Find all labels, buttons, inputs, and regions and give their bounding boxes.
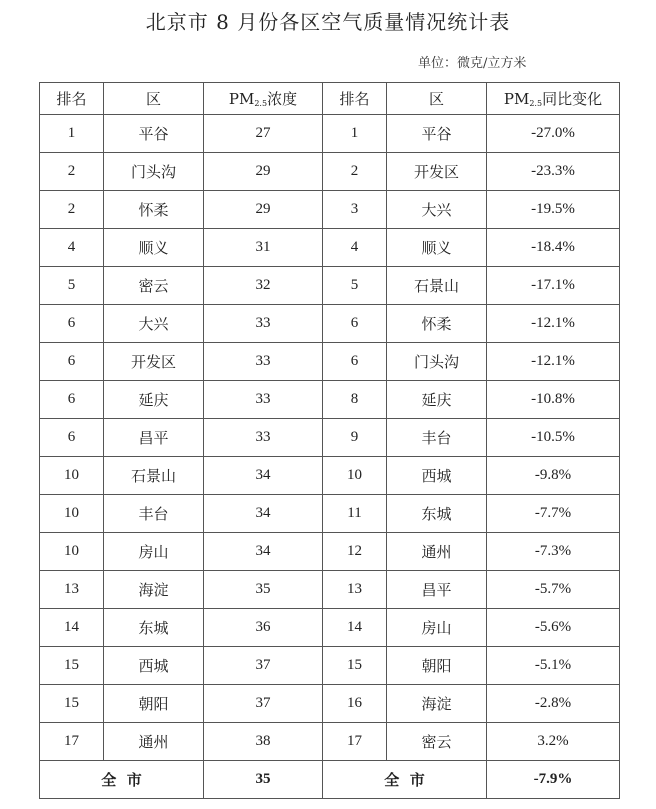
- rank-cell: 1: [40, 115, 104, 153]
- district-cell: 石景山: [104, 457, 204, 495]
- district-cell: 朝阳: [104, 685, 204, 723]
- header-rank-left: 排名: [40, 83, 104, 115]
- district-cell: 延庆: [104, 381, 204, 419]
- concentration-cell: 34: [204, 495, 323, 533]
- table-row: [40, 153, 620, 191]
- page-title: 北京市 8 月份各区空气质量情况统计表: [145, 10, 511, 34]
- concentration-cell: 31: [204, 229, 323, 267]
- change-district-cell: 平谷: [387, 115, 487, 153]
- change-cell: 3.2%: [487, 723, 620, 761]
- change-cell: -5.6%: [487, 609, 620, 647]
- change-cell: -2.8%: [487, 685, 620, 723]
- change-cell: -17.1%: [487, 267, 620, 305]
- rank-cell: 5: [40, 267, 104, 305]
- rank-cell: 6: [40, 419, 104, 457]
- table-row: [40, 647, 620, 685]
- change-district-cell: 密云: [387, 723, 487, 761]
- rank-cell: 10: [40, 495, 104, 533]
- pm-subscript: 2.5: [529, 99, 543, 108]
- change-cell: -12.1%: [487, 305, 620, 343]
- rank-cell: 6: [40, 343, 104, 381]
- table-row: [40, 419, 620, 457]
- district-cell: 昌平: [104, 419, 204, 457]
- pm-prefix: PM: [503, 90, 530, 108]
- change-rank-cell: 17: [323, 723, 387, 761]
- change-district-cell: 通州: [387, 533, 487, 571]
- change-rank-cell: 6: [323, 343, 387, 381]
- change-cell: -19.5%: [487, 191, 620, 229]
- change-rank-cell: 11: [323, 495, 387, 533]
- header-district-left: 区: [104, 83, 204, 115]
- table-row: [40, 115, 620, 153]
- rank-cell: 14: [40, 609, 104, 647]
- district-cell: 平谷: [104, 115, 204, 153]
- district-cell: 房山: [104, 533, 204, 571]
- change-rank-cell: 1: [323, 115, 387, 153]
- change-district-cell: 大兴: [387, 191, 487, 229]
- district-cell: 怀柔: [104, 191, 204, 229]
- district-cell: 西城: [104, 647, 204, 685]
- total-change: -7.9%: [487, 761, 620, 799]
- change-rank-cell: 8: [323, 381, 387, 419]
- rank-cell: 10: [40, 533, 104, 571]
- change-rank-cell: 9: [323, 419, 387, 457]
- rank-cell: 4: [40, 229, 104, 267]
- change-district-cell: 昌平: [387, 571, 487, 609]
- table-row: [40, 723, 620, 761]
- district-cell: 开发区: [104, 343, 204, 381]
- change-district-cell: 开发区: [387, 153, 487, 191]
- rank-cell: 17: [40, 723, 104, 761]
- header-district-right: 区: [387, 83, 487, 115]
- table-body: [40, 115, 620, 761]
- district-cell: 海淀: [104, 571, 204, 609]
- district-cell: 密云: [104, 267, 204, 305]
- rank-cell: 15: [40, 647, 104, 685]
- rank-cell: 6: [40, 305, 104, 343]
- concentration-cell: 37: [204, 647, 323, 685]
- rank-cell: 13: [40, 571, 104, 609]
- change-cell: -9.8%: [487, 457, 620, 495]
- concentration-cell: 33: [204, 305, 323, 343]
- table-row: [40, 533, 620, 571]
- concentration-cell: 34: [204, 457, 323, 495]
- change-district-cell: 石景山: [387, 267, 487, 305]
- concentration-cell: 36: [204, 609, 323, 647]
- concentration-cell: 27: [204, 115, 323, 153]
- change-cell: -7.3%: [487, 533, 620, 571]
- table-row: [40, 495, 620, 533]
- district-cell: 东城: [104, 609, 204, 647]
- table-row: [40, 191, 620, 229]
- table-row: [40, 609, 620, 647]
- concentration-cell: 37: [204, 685, 323, 723]
- rank-cell: 6: [40, 381, 104, 419]
- header-row: [40, 83, 620, 115]
- change-cell: -5.1%: [487, 647, 620, 685]
- district-cell: 顺义: [104, 229, 204, 267]
- pm-subscript: 2.5: [254, 99, 268, 108]
- change-district-cell: 丰台: [387, 419, 487, 457]
- table-row: [40, 457, 620, 495]
- air-quality-table: [39, 82, 620, 799]
- concentration-cell: 33: [204, 419, 323, 457]
- header-pm-concentration: [204, 83, 323, 115]
- change-cell: -23.3%: [487, 153, 620, 191]
- total-label-left: 全 市: [40, 761, 204, 799]
- unit-label: 单位：微克/立方米: [418, 56, 527, 71]
- concentration-cell: 32: [204, 267, 323, 305]
- change-rank-cell: 10: [323, 457, 387, 495]
- concentration-cell: 35: [204, 571, 323, 609]
- table-row: [40, 229, 620, 267]
- change-district-cell: 顺义: [387, 229, 487, 267]
- change-district-cell: 房山: [387, 609, 487, 647]
- change-cell: -10.5%: [487, 419, 620, 457]
- district-cell: 大兴: [104, 305, 204, 343]
- change-district-cell: 怀柔: [387, 305, 487, 343]
- change-district-cell: 海淀: [387, 685, 487, 723]
- table-row: [40, 343, 620, 381]
- change-cell: -27.0%: [487, 115, 620, 153]
- change-rank-cell: 3: [323, 191, 387, 229]
- change-cell: -18.4%: [487, 229, 620, 267]
- rank-cell: 2: [40, 191, 104, 229]
- change-rank-cell: 6: [323, 305, 387, 343]
- total-row: [40, 761, 620, 799]
- pm-suffix: 同比变化: [542, 90, 603, 108]
- header-rank-right: 排名: [323, 83, 387, 115]
- total-concentration: 35: [204, 761, 323, 799]
- change-cell: -10.8%: [487, 381, 620, 419]
- pm-prefix: PM: [228, 90, 255, 108]
- district-cell: 丰台: [104, 495, 204, 533]
- change-district-cell: 延庆: [387, 381, 487, 419]
- concentration-cell: 33: [204, 381, 323, 419]
- concentration-cell: 33: [204, 343, 323, 381]
- change-rank-cell: 4: [323, 229, 387, 267]
- change-district-cell: 西城: [387, 457, 487, 495]
- change-cell: -12.1%: [487, 343, 620, 381]
- district-cell: 门头沟: [104, 153, 204, 191]
- table-row: [40, 267, 620, 305]
- change-cell: -5.7%: [487, 571, 620, 609]
- table-row: [40, 381, 620, 419]
- change-rank-cell: 12: [323, 533, 387, 571]
- change-rank-cell: 14: [323, 609, 387, 647]
- pm-suffix: 浓度: [267, 90, 298, 108]
- rank-cell: 2: [40, 153, 104, 191]
- change-rank-cell: 15: [323, 647, 387, 685]
- change-rank-cell: 13: [323, 571, 387, 609]
- change-district-cell: 朝阳: [387, 647, 487, 685]
- rank-cell: 10: [40, 457, 104, 495]
- district-cell: 通州: [104, 723, 204, 761]
- header-pm-change: [487, 83, 620, 115]
- total-label-right: 全 市: [323, 761, 487, 799]
- concentration-cell: 29: [204, 191, 323, 229]
- change-rank-cell: 16: [323, 685, 387, 723]
- change-cell: -7.7%: [487, 495, 620, 533]
- change-rank-cell: 5: [323, 267, 387, 305]
- change-district-cell: 门头沟: [387, 343, 487, 381]
- change-rank-cell: 2: [323, 153, 387, 191]
- table-row: [40, 305, 620, 343]
- concentration-cell: 29: [204, 153, 323, 191]
- table-row: [40, 571, 620, 609]
- table-row: [40, 685, 620, 723]
- change-district-cell: 东城: [387, 495, 487, 533]
- rank-cell: 15: [40, 685, 104, 723]
- concentration-cell: 38: [204, 723, 323, 761]
- concentration-cell: 34: [204, 533, 323, 571]
